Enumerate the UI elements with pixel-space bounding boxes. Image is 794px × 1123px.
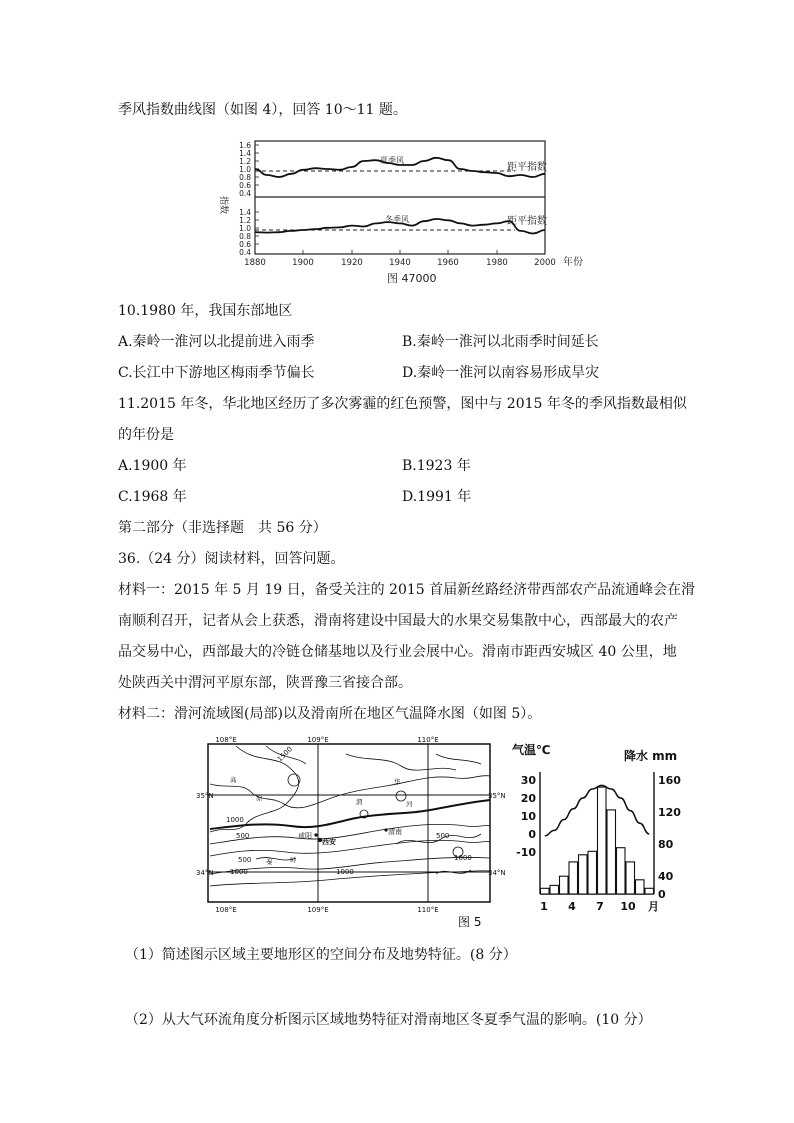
climate-precip-tick: 0	[658, 888, 666, 901]
precip-bar	[541, 888, 550, 894]
precip-bar	[579, 855, 588, 894]
fig4-top-ytick: 1.0	[239, 165, 251, 174]
map-contour-label: 1500	[275, 745, 295, 764]
part2-heading: 第二部分（非选择题 共 56 分）	[118, 520, 327, 536]
climate-precip-tick: 40	[658, 870, 674, 883]
climate-precip-tick: 80	[658, 838, 674, 851]
map-place-label: 高	[230, 776, 237, 784]
q11-option-b: B.1923 年	[402, 458, 471, 474]
precip-bar	[598, 787, 607, 894]
precip-bar	[569, 862, 578, 894]
map-lat-label-right: 34°N	[488, 869, 506, 877]
q36-material1-line4: 处陕西关中渭河平原东部，陕晋豫三省接合部。	[118, 675, 412, 691]
climate-temp-tick: 0	[528, 828, 536, 841]
fig4-xtick: 1960	[437, 258, 459, 268]
fig4-xtick: 2000	[534, 258, 556, 268]
fig4-bottom-ytick: 1.4	[239, 208, 251, 217]
q11-option-c: C.1968 年	[118, 489, 187, 505]
map-contour-label: 500	[236, 832, 250, 840]
q10-option-c: C.长江中下游地区梅雨季节偏长	[118, 365, 315, 381]
climate-month-tick: 4	[568, 900, 576, 913]
precip-bar	[617, 848, 626, 894]
climate-precip-tick: 120	[658, 806, 681, 819]
q10-stem: 10.1980 年，我国东部地区	[118, 303, 293, 319]
map-city-xian: 西安	[322, 838, 336, 846]
precip-bar	[607, 810, 616, 894]
fig5-caption: 图 5	[458, 915, 482, 929]
map-lat-label-right: 35°N	[488, 792, 506, 800]
map-place-label: 岭	[290, 856, 297, 864]
figure-4-monsoon-index-chart	[215, 138, 615, 288]
fig4-xtick: 1880	[244, 258, 266, 268]
fig4-xlabel: 年份	[563, 257, 583, 268]
q11-stem-line1: 11.2015 年冬，华北地区经历了多次雾霾的红色预警，图中与 2015 年冬的季风指数最相似	[118, 396, 687, 412]
map-place-label: 华	[394, 778, 401, 786]
q36-material2: 材料二：滑河流域图(局部)以及滑南所在地区气温降水图（如图 5）。	[118, 706, 542, 722]
fig4-ylabel: 指数	[218, 196, 228, 215]
fig4-bottom-ytick: 1.2	[239, 216, 251, 225]
fig4-top-ytick: 0.4	[239, 189, 251, 198]
fig4-caption: 图 47000	[387, 272, 437, 285]
map-contour-label: 1000	[336, 868, 354, 876]
map-city-weinan: 渭南	[388, 828, 402, 836]
q11-stem-line2: 的年份是	[118, 427, 174, 443]
map-lon-label-bottom: 110°E	[417, 906, 439, 914]
q36-header: 36.（24 分）阅读材料，回答问题。	[118, 551, 345, 567]
climate-precip-axis-label: 降水 mm	[624, 749, 678, 763]
map-place-label: 渭	[356, 798, 363, 806]
fig4-bottom-ytick: 0.8	[239, 232, 251, 241]
q36-material1-line2: 南顺利召开，记者从会上获悉，滑南将建设中国最大的水果交易集散中心，西部最大的农产	[118, 613, 678, 629]
map-lat-label-left: 34°N	[196, 869, 214, 877]
map-place-label: 原	[256, 794, 263, 802]
q11-option-d: D.1991 年	[402, 489, 472, 505]
map-contour-label: 1000	[226, 816, 244, 824]
fig4-summer-label: 夏季风	[380, 156, 404, 165]
precip-bar	[560, 876, 569, 894]
q10-option-b: B.秦岭一淮河以北雨季时间延长	[402, 334, 599, 350]
fig4-xtick: 1900	[292, 258, 314, 268]
precip-bar	[645, 888, 654, 894]
fig4-top-ytick: 0.8	[239, 173, 251, 182]
climate-temp-tick: -10	[516, 846, 536, 859]
map-lon-label-bottom: 109°E	[307, 906, 329, 914]
fig4-xtick: 1920	[341, 258, 363, 268]
q11-option-a: A.1900 年	[118, 458, 187, 474]
map-city-xianyang: 咸阳	[298, 832, 312, 840]
fig4-bottom-ytick: 1.0	[239, 224, 251, 233]
climate-month-tick: 1	[540, 900, 548, 913]
map-city-marker	[318, 838, 322, 842]
figure-5-climate-chart	[512, 740, 692, 916]
climate-month-tick: 10	[620, 900, 636, 913]
map-lon-label-bottom: 108°E	[215, 906, 237, 914]
map-lat-label-left: 35°N	[196, 792, 214, 800]
climate-month-unit: 月	[648, 900, 659, 913]
climate-temp-tick: 30	[520, 774, 536, 787]
climate-temp-tick: 10	[520, 810, 536, 823]
figure-5-weihe-basin-map	[196, 734, 508, 930]
fig4-top-ytick: 1.6	[239, 141, 251, 150]
fig4-xtick: 1940	[389, 258, 411, 268]
fig4-winter-label: 冬季风	[385, 215, 409, 224]
map-city-marker	[314, 833, 317, 836]
precip-bar	[588, 851, 597, 894]
q10-option-a: A.秦岭一淮河以北提前进入雨季	[118, 334, 315, 350]
map-contour-label: 1000	[454, 854, 472, 862]
map-place-label: 秦	[266, 858, 273, 866]
precip-bar	[636, 880, 645, 894]
q36-sub2: （2）从大气环流角度分析图示区域地势特征对滑南地区冬夏季气温的影响。(10 分）	[125, 1012, 652, 1028]
map-contour-label: 1000	[230, 868, 248, 876]
map-contour-label: 500	[238, 856, 252, 864]
map-lon-label-top: 110°E	[417, 736, 439, 744]
fig4-bottom-ytick: 0.6	[239, 240, 251, 249]
fig4-xtick: 1980	[486, 258, 508, 268]
q10-option-d: D.秦岭一淮河以南容易形成旱灾	[402, 365, 600, 381]
map-contour-label: 500	[436, 832, 450, 840]
precip-bar	[550, 885, 559, 894]
climate-month-tick: 7	[596, 900, 604, 913]
q36-material1-line3: 品交易中心，西部最大的冷链仓储基地以及行业会展中心。滑南市距西安城区 40 公里，地	[118, 644, 677, 660]
map-lon-label-top: 109°E	[307, 736, 329, 744]
fig4-top-ytick: 1.4	[239, 149, 251, 158]
intro-text: 季风指数曲线图（如图 4），回答 10～11 题。	[118, 102, 407, 118]
climate-temp-axis-label: 气温℃	[512, 743, 551, 757]
q36-material1-line1: 材料一：2015 年 5 月 19 日，备受关注的 2015 首届新丝路经济带西部农产品流通峰会在滑	[118, 582, 696, 598]
fig4-bottom-ref-label: 距平指数	[507, 216, 547, 227]
map-place-label: 河	[406, 800, 413, 808]
fig4-bottom-ytick: 0.4	[239, 248, 251, 257]
map-lon-label-top: 108°E	[215, 736, 237, 744]
map-city-marker	[384, 828, 387, 831]
climate-temp-tick: 20	[520, 792, 536, 805]
fig4-top-ytick: 1.2	[239, 157, 251, 166]
fig4-top-ytick: 0.6	[239, 181, 251, 190]
fig4-top-ref-label: 距平指数	[507, 162, 547, 173]
precip-bar	[626, 862, 635, 894]
q36-sub1: （1）简述图示区域主要地形区的空间分布及地势特征。(8 分）	[125, 947, 517, 963]
climate-precip-tick: 160	[658, 774, 681, 787]
